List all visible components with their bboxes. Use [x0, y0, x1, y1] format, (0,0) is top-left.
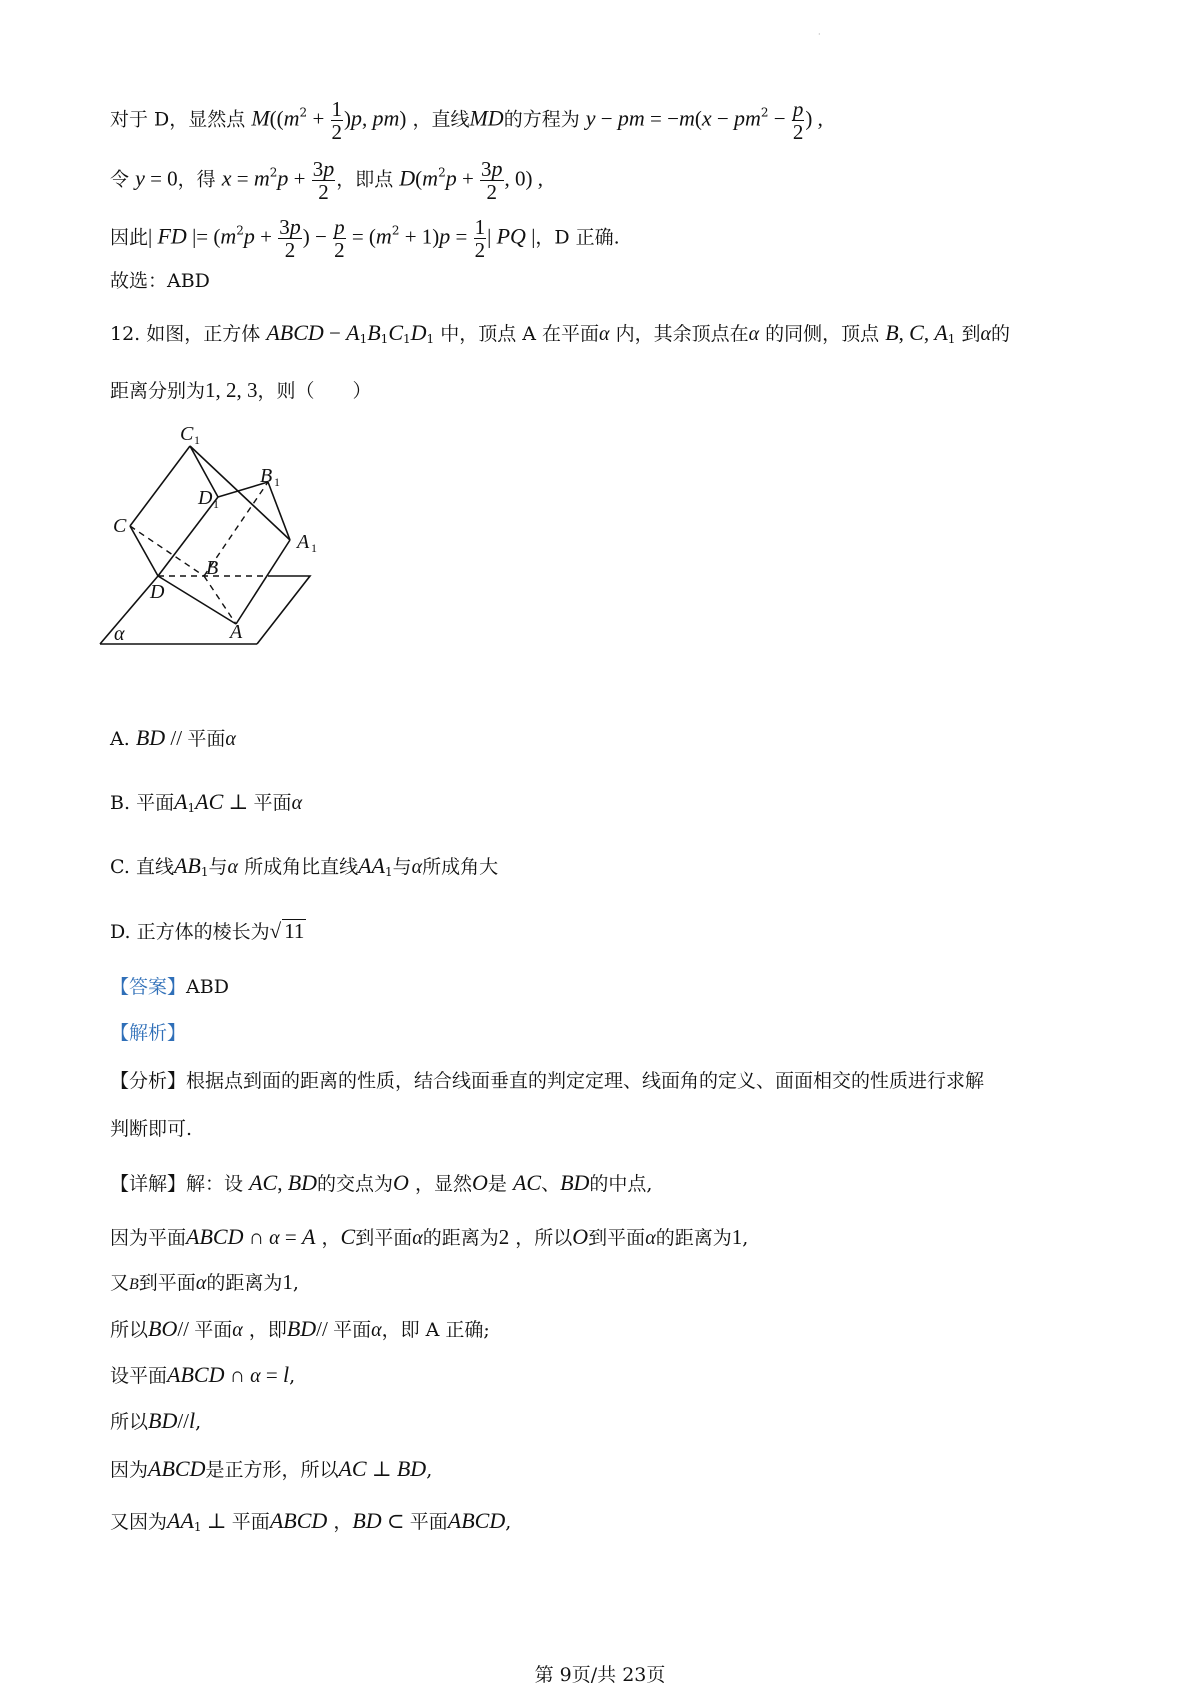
solution-line-2: 令 y = 0，得 $x = m^2p$ + $\frac{3p}{2}$ ，即点 $D(m^2p$ + $\frac{3p}{2}$ , 0) ,	[110, 156, 544, 204]
answer	[110, 978, 229, 997]
xiangjie-line-2: 因为平面ABCD ∩ α = A ，C到平面α的距离为2 ，所以O到平面α的距离为1,	[110, 1224, 749, 1249]
plane-alpha	[100, 576, 310, 644]
xiangjie-line-3: 又B到平面α的距离为1,	[110, 1270, 299, 1294]
label-A: A	[230, 621, 243, 643]
option-d: D. 正方体的棱长为√ 11	[110, 919, 305, 943]
xiangjie-line-4: 所以BO// 平面α ，即BD// 平面α，即 A 正确;	[110, 1316, 490, 1341]
option-c: C. 直线$AB_1$与α 所成角比直线$AA_1$与α所成角大	[110, 853, 499, 879]
answer-value: ABD	[186, 976, 229, 998]
solution-line-1: 对于 D，显然点 $M((m^2$ + $\frac{1}{2}$ )p, pm) ，直线MD的方程为 y − pm = $-m(x - pm^2$ − $\frac{p}{2}$ ) ,	[110, 97, 823, 144]
label-C: C	[113, 515, 127, 537]
solution-choice: 故选：ABD	[110, 270, 210, 292]
fenxi-line-2: 判断即可.	[110, 1118, 193, 1140]
fenxi-line-1: 【分析】根据点到面的距离的性质，结合线面垂直的判定定理、线面角的定义、面面相交的性质进行求解	[110, 1070, 985, 1092]
page-footer: 第 9页/共 23页	[534, 1664, 666, 1686]
xiangjie-line-8: 又因为$AA_1$ ⊥ 平面ABCD ，BD ⊂ 平面ABCD,	[110, 1508, 512, 1534]
label-B: B	[206, 557, 219, 579]
top-mark: ·	[818, 30, 821, 39]
analysis-label: 【解析】	[110, 1022, 187, 1044]
question-line-2: 距离分别为1, 2, 3，则（ ）	[110, 378, 372, 402]
xiangjie-line-1: 【详解】解：设 AC, BD的交点为O ，显然O是 AC、BD的中点,	[110, 1170, 653, 1195]
svg-text:1: 1	[213, 497, 219, 511]
option-b: B. 平面$A_1AC$ ⊥ 平面α	[110, 789, 303, 815]
svg-text:1: 1	[311, 541, 317, 555]
svg-text:1: 1	[274, 475, 280, 489]
label-D: D	[150, 581, 165, 603]
label-A1: A	[297, 531, 310, 553]
answer-label: 【答案】	[110, 976, 187, 998]
label-D1: D	[198, 487, 213, 509]
question-line-1: 12. 如图，正方体 ABCD − $A_1B_1C_1D_1$ 中，顶点 A 在平面α 内，其余顶点在α 的同侧，顶点 B, C, $A_1$ 到α的	[110, 320, 1011, 346]
label-C1: C	[180, 423, 194, 445]
xiangjie-line-5: 设平面ABCD ∩ α = l,	[110, 1362, 296, 1387]
solution-line-3: 因此| FD |= ($m^2p$ + $\frac{3p}{2}$ ) − $\frac{p}{2}$ = $(m^2 + 1)p$ = $\frac{1}{2}$ | PQ |，D 正确.	[110, 214, 620, 262]
xiangjie-line-7: 因为ABCD是正方形，所以AC ⊥ BD,	[110, 1456, 433, 1481]
option-a: A. BD // 平面α	[110, 725, 236, 750]
label-alpha: α	[114, 623, 125, 645]
svg-text:1: 1	[194, 433, 200, 447]
cube-figure	[100, 423, 340, 712]
xiangjie-line-6: 所以BD//l,	[110, 1408, 202, 1433]
label-B1: B	[260, 465, 273, 487]
